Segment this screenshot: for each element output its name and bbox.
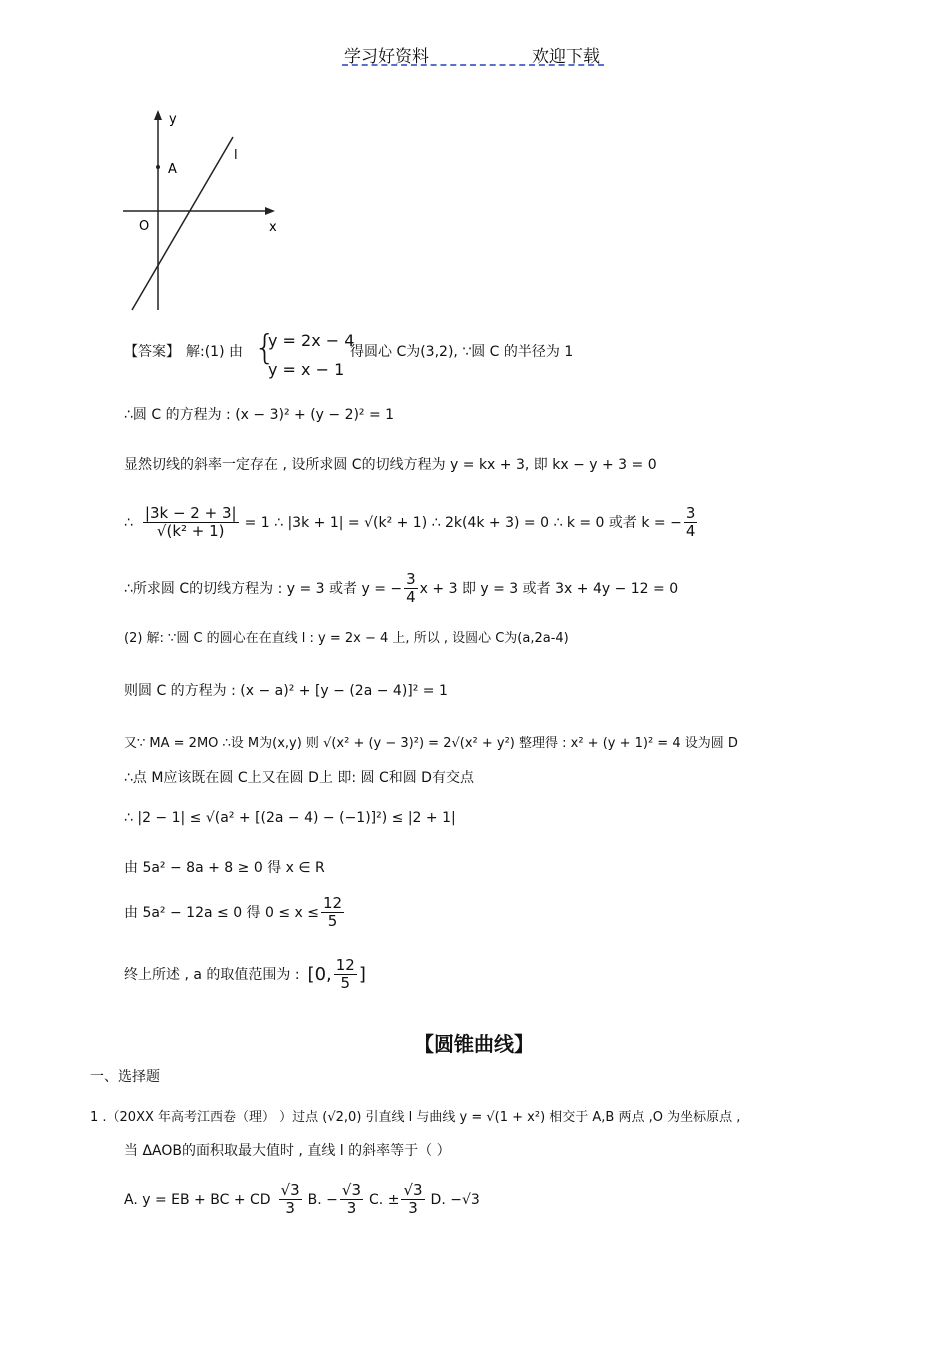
distance-denominator: √(k² + 1) <box>156 522 225 540</box>
system-eq2: y = x − 1 <box>268 360 345 379</box>
y-label: y <box>169 112 177 127</box>
option-c-den: 3 <box>408 1199 418 1217</box>
system-eq1: y = 2x − 4 <box>268 331 355 350</box>
upper-bound-fraction <box>321 895 344 930</box>
distance-condition <box>124 505 699 540</box>
l-label: l <box>234 148 238 163</box>
range-open-bracket: [0, <box>307 963 332 985</box>
answer-intro: 解:(1) 由 <box>186 344 243 360</box>
option-d: D. −√3 <box>430 1191 480 1208</box>
question-1-line1: 1 .（20XX 年高考江西卷（理） ）过点 (√2,0) 引直线 l 与曲线 y = √(1 + x²) 相交于 A,B 两点 ,O 为坐标原点 , <box>90 1110 741 1125</box>
inequality-2-text: 由 5a² − 12a ≤ 0 得 0 ≤ x ≤ <box>124 904 320 921</box>
part2-circle: 则圆 C 的方程为 : (x − a)² + [y − (2a − 4)]² = 1 <box>124 683 448 699</box>
tangent-fraction <box>404 571 418 606</box>
upper-bound-den: 5 <box>327 912 338 930</box>
tangent-fraction-num: 3 <box>406 570 416 588</box>
section-title: 【圆锥曲线】 <box>414 1032 534 1056</box>
therefore-symbol: ∴ <box>124 514 133 531</box>
header-left: 学习好资料 <box>344 47 429 67</box>
tangent-equation: 显然切线的斜率一定存在 , 设所求圆 C的切线方程为 y = kx + 3, 即 kx − y + 3 = 0 <box>124 457 657 473</box>
option-a-num: √3 <box>280 1181 300 1199</box>
option-a-den: 3 <box>285 1199 295 1217</box>
header-right: 欢迎下载 <box>532 47 600 67</box>
distance-numerator: |3k − 2 + 3| <box>144 504 237 522</box>
locus-condition: 又∵ MA = 2MO ∴设 M为(x,y) 则 √(x² + (y − 3)²) = 2√(x² + y²) 整理得 : x² + (y + 1)² = 4 设为圆 D <box>124 736 738 751</box>
a-label: A <box>168 162 177 177</box>
inequality-2 <box>124 895 346 930</box>
option-b: B. − <box>307 1191 338 1208</box>
coordinate-figure <box>115 105 290 320</box>
x-label: x <box>269 220 277 235</box>
circle-equation: ∴圆 C 的方程为 : (x − 3)² + (y − 2)² = 1 <box>124 407 395 423</box>
answer-center: 得圆心 C为(3,2), ∵圆 C 的半径为 1 <box>350 344 574 360</box>
range-text: 终上所述 , a 的取值范围为 : <box>124 966 300 983</box>
distance-fraction <box>143 505 239 540</box>
option-b-num: √3 <box>341 1181 362 1199</box>
tangent-result-b: x + 3 即 y = 3 或者 3x + 4y − 12 = 0 <box>419 580 679 597</box>
k-fraction-den: 4 <box>685 522 696 540</box>
header-divider <box>342 64 604 66</box>
section-subtitle: 一、选择题 <box>90 1069 160 1085</box>
option-c-num: √3 <box>403 1181 423 1199</box>
point-a <box>156 165 160 169</box>
option-c-fraction <box>401 1182 424 1217</box>
inequality-1: 由 5a² − 8a + 8 ≥ 0 得 x ∈ R <box>124 860 325 876</box>
k-fraction <box>684 505 698 540</box>
tangent-result <box>124 571 678 606</box>
k-fraction-num: 3 <box>685 504 696 522</box>
option-b-den: 3 <box>346 1199 357 1217</box>
tangent-fraction-den: 4 <box>406 588 416 606</box>
distance-solution: = 1 ∴ |3k + 1| = √(k² + 1) ∴ 2k(4k + 3) = 0 ∴ k = 0 或者 k = − <box>244 514 682 531</box>
option-b-fraction <box>340 1182 363 1217</box>
intersection-note: ∴点 M应该既在圆 C上又在圆 D上 即: 圆 C和圆 D有交点 <box>124 770 474 786</box>
option-a-fraction <box>279 1182 302 1217</box>
part2-intro: (2) 解: ∵圆 C 的圆心在在直线 l : y = 2x − 4 上, 所以 , 设圆心 C为(a,2a-4) <box>124 631 569 646</box>
range-conclusion <box>124 957 366 992</box>
answer-tag: 【答案】 <box>124 344 180 360</box>
upper-bound-num: 12 <box>323 894 343 912</box>
range-fraction-num: 12 <box>335 956 355 974</box>
question-1-options <box>124 1182 480 1217</box>
option-c: C. ± <box>369 1191 400 1208</box>
y-axis-arrow <box>154 110 162 120</box>
o-label: O <box>139 219 150 234</box>
range-fraction-den: 5 <box>340 974 351 992</box>
distance-inequality: ∴ |2 − 1| ≤ √(a² + [(2a − 4) − (−1)]²) ≤ |2 + 1| <box>124 810 456 826</box>
range-fraction <box>334 957 357 992</box>
option-a: A. y = EB + BC + CD <box>124 1191 271 1208</box>
question-1-line2: 当 ΔAOB的面积取最大值时 , 直线 l 的斜率等于（ ） <box>124 1143 451 1159</box>
tangent-result-a: ∴所求圆 C的切线方程为 : y = 3 或者 y = − <box>124 580 403 597</box>
x-axis-arrow <box>265 207 275 215</box>
system-brace: { <box>254 328 276 368</box>
range-close-bracket: ] <box>358 963 366 985</box>
